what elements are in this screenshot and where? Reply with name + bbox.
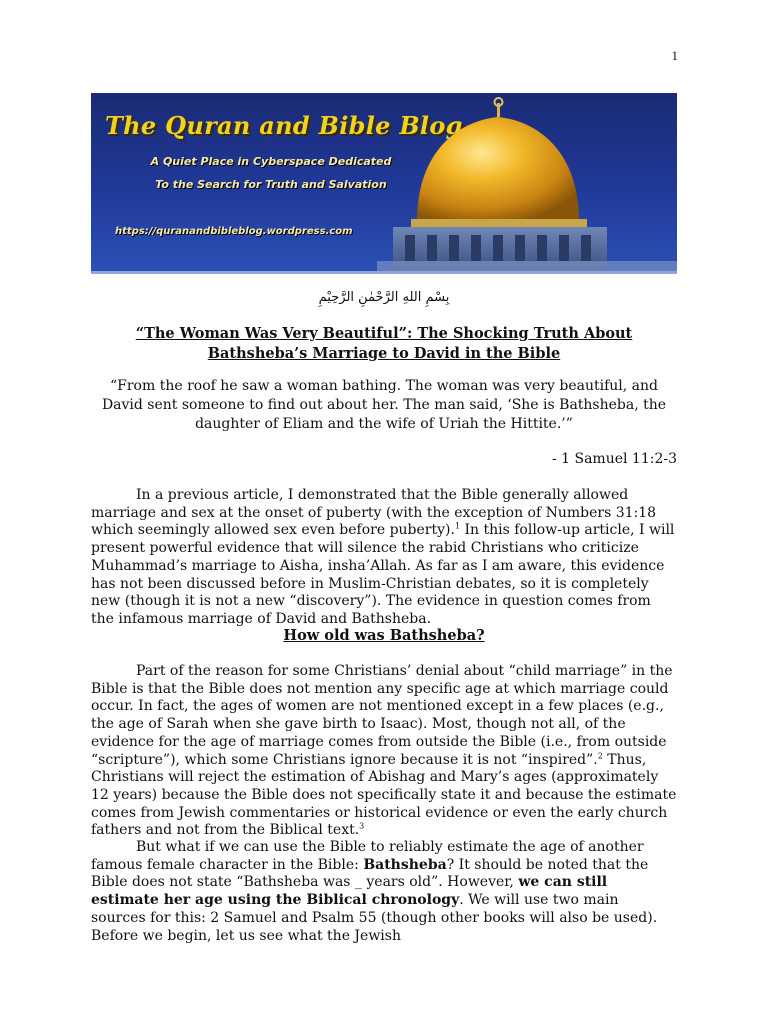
- paragraph-intro: [91, 487, 677, 629]
- paragraph-bathsheba: [91, 839, 677, 945]
- paragraph-text: Part of the reason for some Christians’ denial about “child marriage” in the Bible is that the Bible does not mention any specific age at which marriage could occur. In fact, the ages of women are not mentioned except in a few places (e.g., the age of Sarah when she gave birth to Isaac). Most, though not all, of the evidence for the age of marriage comes from outside the Bible (i.e., from outside “scripture”), which some Christians ignore because it is not “inspired”.: [91, 663, 673, 768]
- dome-of-the-rock-image: [377, 93, 677, 271]
- bold-claim: we can still estimate her age using the Biblical chronology: [91, 874, 608, 909]
- footnote-ref-2[interactable]: 2: [597, 750, 603, 760]
- footnote-ref-1[interactable]: 1: [454, 521, 461, 531]
- paragraph-text: But what if we can use the Bible to reliably estimate the age of another famous female character in the Bible:: [91, 839, 644, 873]
- section-heading: How old was Bathsheba?: [283, 627, 485, 644]
- paragraph-text: In a previous article, I demonstrated that the Bible generally allowed marriage and sex at the onset of puberty (with the exception of Numbers 31:18 which seemingly allowed sex even before puberty).: [91, 487, 657, 539]
- paragraph-text: . We will use two main sources for this: 2 Samuel and Psalm 55 (though other books will also be used). Before we begin, let us see what the Jewish: [91, 892, 658, 944]
- article-title: “The Woman Was Very Beautiful”: The Shocking Truth About Bathsheba’s Marriage to David in the Bible: [135, 325, 633, 362]
- banner-subtitle-line2: To the Search for Truth and Salvation: [155, 178, 387, 191]
- paragraph-text: ? It should be noted that the Bible does not state “Bathsheba was _ years old”. However,: [91, 856, 649, 891]
- page-number: 1: [671, 48, 678, 63]
- banner-subtitle-line1: A Quiet Place in Cyberspace Dedicated: [150, 155, 392, 168]
- epigraph-citation: - 1 Samuel 11:2-3: [551, 451, 677, 467]
- epigraph-quote: “From the roof he saw a woman bathing. The woman was very beautiful, and David sent someone to find out about her. The man said, ‘She is Bathsheba, the daughter of Eliam and the wife of Uriah the Hittite.’”: [101, 378, 667, 432]
- paragraph-text: In this follow-up article, I will present powerful evidence that will silence the rabid Christians who criticize Muhammad’s marriage to Aisha, insha’Allah. As far as I am aware, this evidence has not been discussed before in Muslim-Christian debates, so it is completely new (though it is not a new “discovery”). The evidence in question comes from the infamous marriage of David and Bathsheba.: [91, 522, 675, 627]
- paragraph-text: Thus, Christians will reject the estimation of Abishag and Mary’s ages (approximately 12 years) because the Bible does not specifically state it and because the estimate comes from Jewish commentaries or historical evidence or even the early church fathers and not from the Biblical text.: [91, 751, 677, 839]
- banner-url: https://quranandbibleblog.wordpress.com: [115, 226, 353, 237]
- banner-title: The Quran and Bible Blog: [105, 111, 463, 140]
- footnote-ref-3[interactable]: 3: [359, 821, 365, 831]
- blog-banner: [91, 93, 677, 274]
- paragraph-age-evidence: [91, 663, 677, 840]
- bold-bathsheba: Bathsheba: [363, 856, 447, 873]
- bismillah: بِسْمِ اللهِ الرَّحْمٰنِ الرَّحِيْمِ: [318, 290, 450, 305]
